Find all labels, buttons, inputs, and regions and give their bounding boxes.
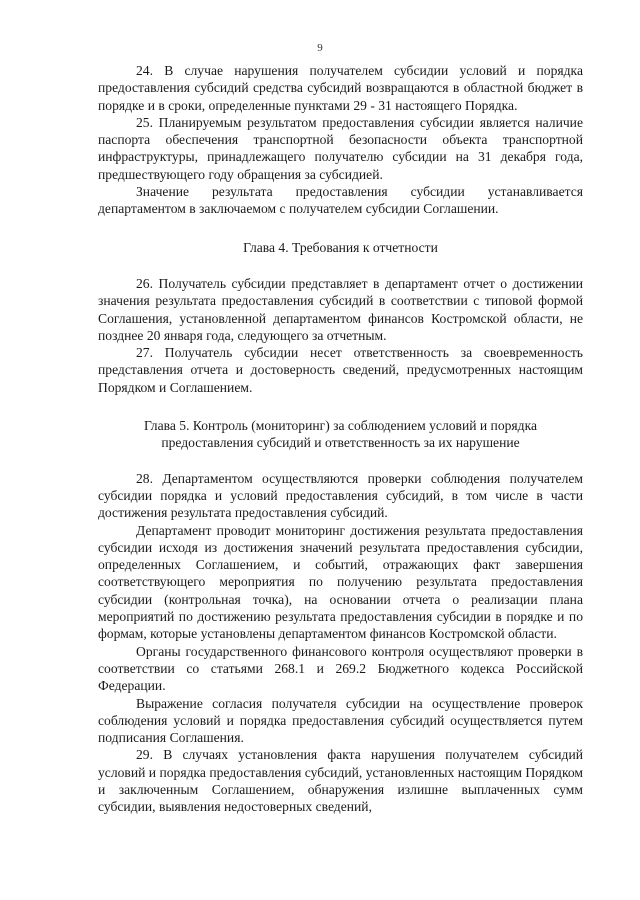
paragraph-28: 28. Департаментом осуществляются проверки соблюдения получателем субсидии порядка и условий предоставления субсидий, в том числе в части достижения результата предоставления субсидий. bbox=[98, 470, 583, 521]
paragraph-25-result-value: Значение результата предоставления субсидии устанавливается департаментом в заключаемом с получателем субсидии Соглашении. bbox=[98, 184, 583, 217]
paragraph-24: 24. В случае нарушения получателем субсидии условий и порядка предоставления субсидий средства субсидий возвращаются в областной бюджет в порядке и в сроки, определенные пунктами 29 - 31 настоящего Порядка. bbox=[98, 63, 583, 113]
page-number: 9 bbox=[317, 42, 323, 54]
chapter-5-heading-line-2: предоставления субсидий и ответственность за их нарушение bbox=[161, 435, 520, 451]
paragraph-28-consent: Выражение согласия получателя субсидии на осуществление проверок соблюдения условий и порядка предоставления субсидий осуществляется путем подписания Соглашения. bbox=[98, 695, 583, 746]
chapter-5-heading bbox=[98, 417, 583, 452]
chapter-5-heading-line-1: Глава 5. Контроль (мониторинг) за соблюдением условий и порядка bbox=[143, 418, 538, 434]
document-body bbox=[98, 62, 583, 816]
paragraph-25: 25. Планируемым результатом предоставления субсидии является наличие паспорта обеспечения транспортной безопасности объекта транспортной инфраструктуры, принадлежащего получателю субсидии на 31 декабря года, предшествующего году обращения за субсидией. bbox=[98, 114, 583, 182]
paragraph-29: 29. В случаях установления факта нарушения получателем субсидий условий и порядка предоставления субсидий, установленных настоящим Порядком и заключенным Соглашением, обнаружения излишне выплаченных сумм субсидии, выявления недостоверных сведений, bbox=[98, 747, 583, 815]
paragraph-27: 27. Получатель субсидии несет ответственность за своевременность представления отчета и достоверность сведений, предусмотренных настоящим Порядком и Соглашением. bbox=[98, 345, 583, 395]
paragraph-26: 26. Получатель субсидии представляет в департамент отчет о достижении значения результата предоставления субсидий в соответствии с типовой формой Соглашения, установленной департаментом финансов Костромской области, не позднее 20 января года, следующего за отчетным. bbox=[98, 275, 583, 343]
paragraph-28-financial-control: Органы государственного финансового контроля осуществляют проверки в соответствии со статьями 268.1 и 269.2 Бюджетного кодекса Российской Федерации. bbox=[98, 643, 583, 694]
chapter-4-heading: Глава 4. Требования к отчетности bbox=[243, 239, 438, 255]
paragraph-28-monitoring: Департамент проводит мониторинг достижения результата предоставления субсидии исходя из достижения значений результата предоставления субсидии, определенных Соглашением, и событий, отражающих факт завершения соответствующего мероприятия по получению результата предоставления субсидии (контрольная точка), на основании отчета о реализации плана мероприятий по достижению результата предоставления субсидии в порядке и по формам, которые установлены департаментом финансов Костромской области. bbox=[98, 522, 583, 642]
